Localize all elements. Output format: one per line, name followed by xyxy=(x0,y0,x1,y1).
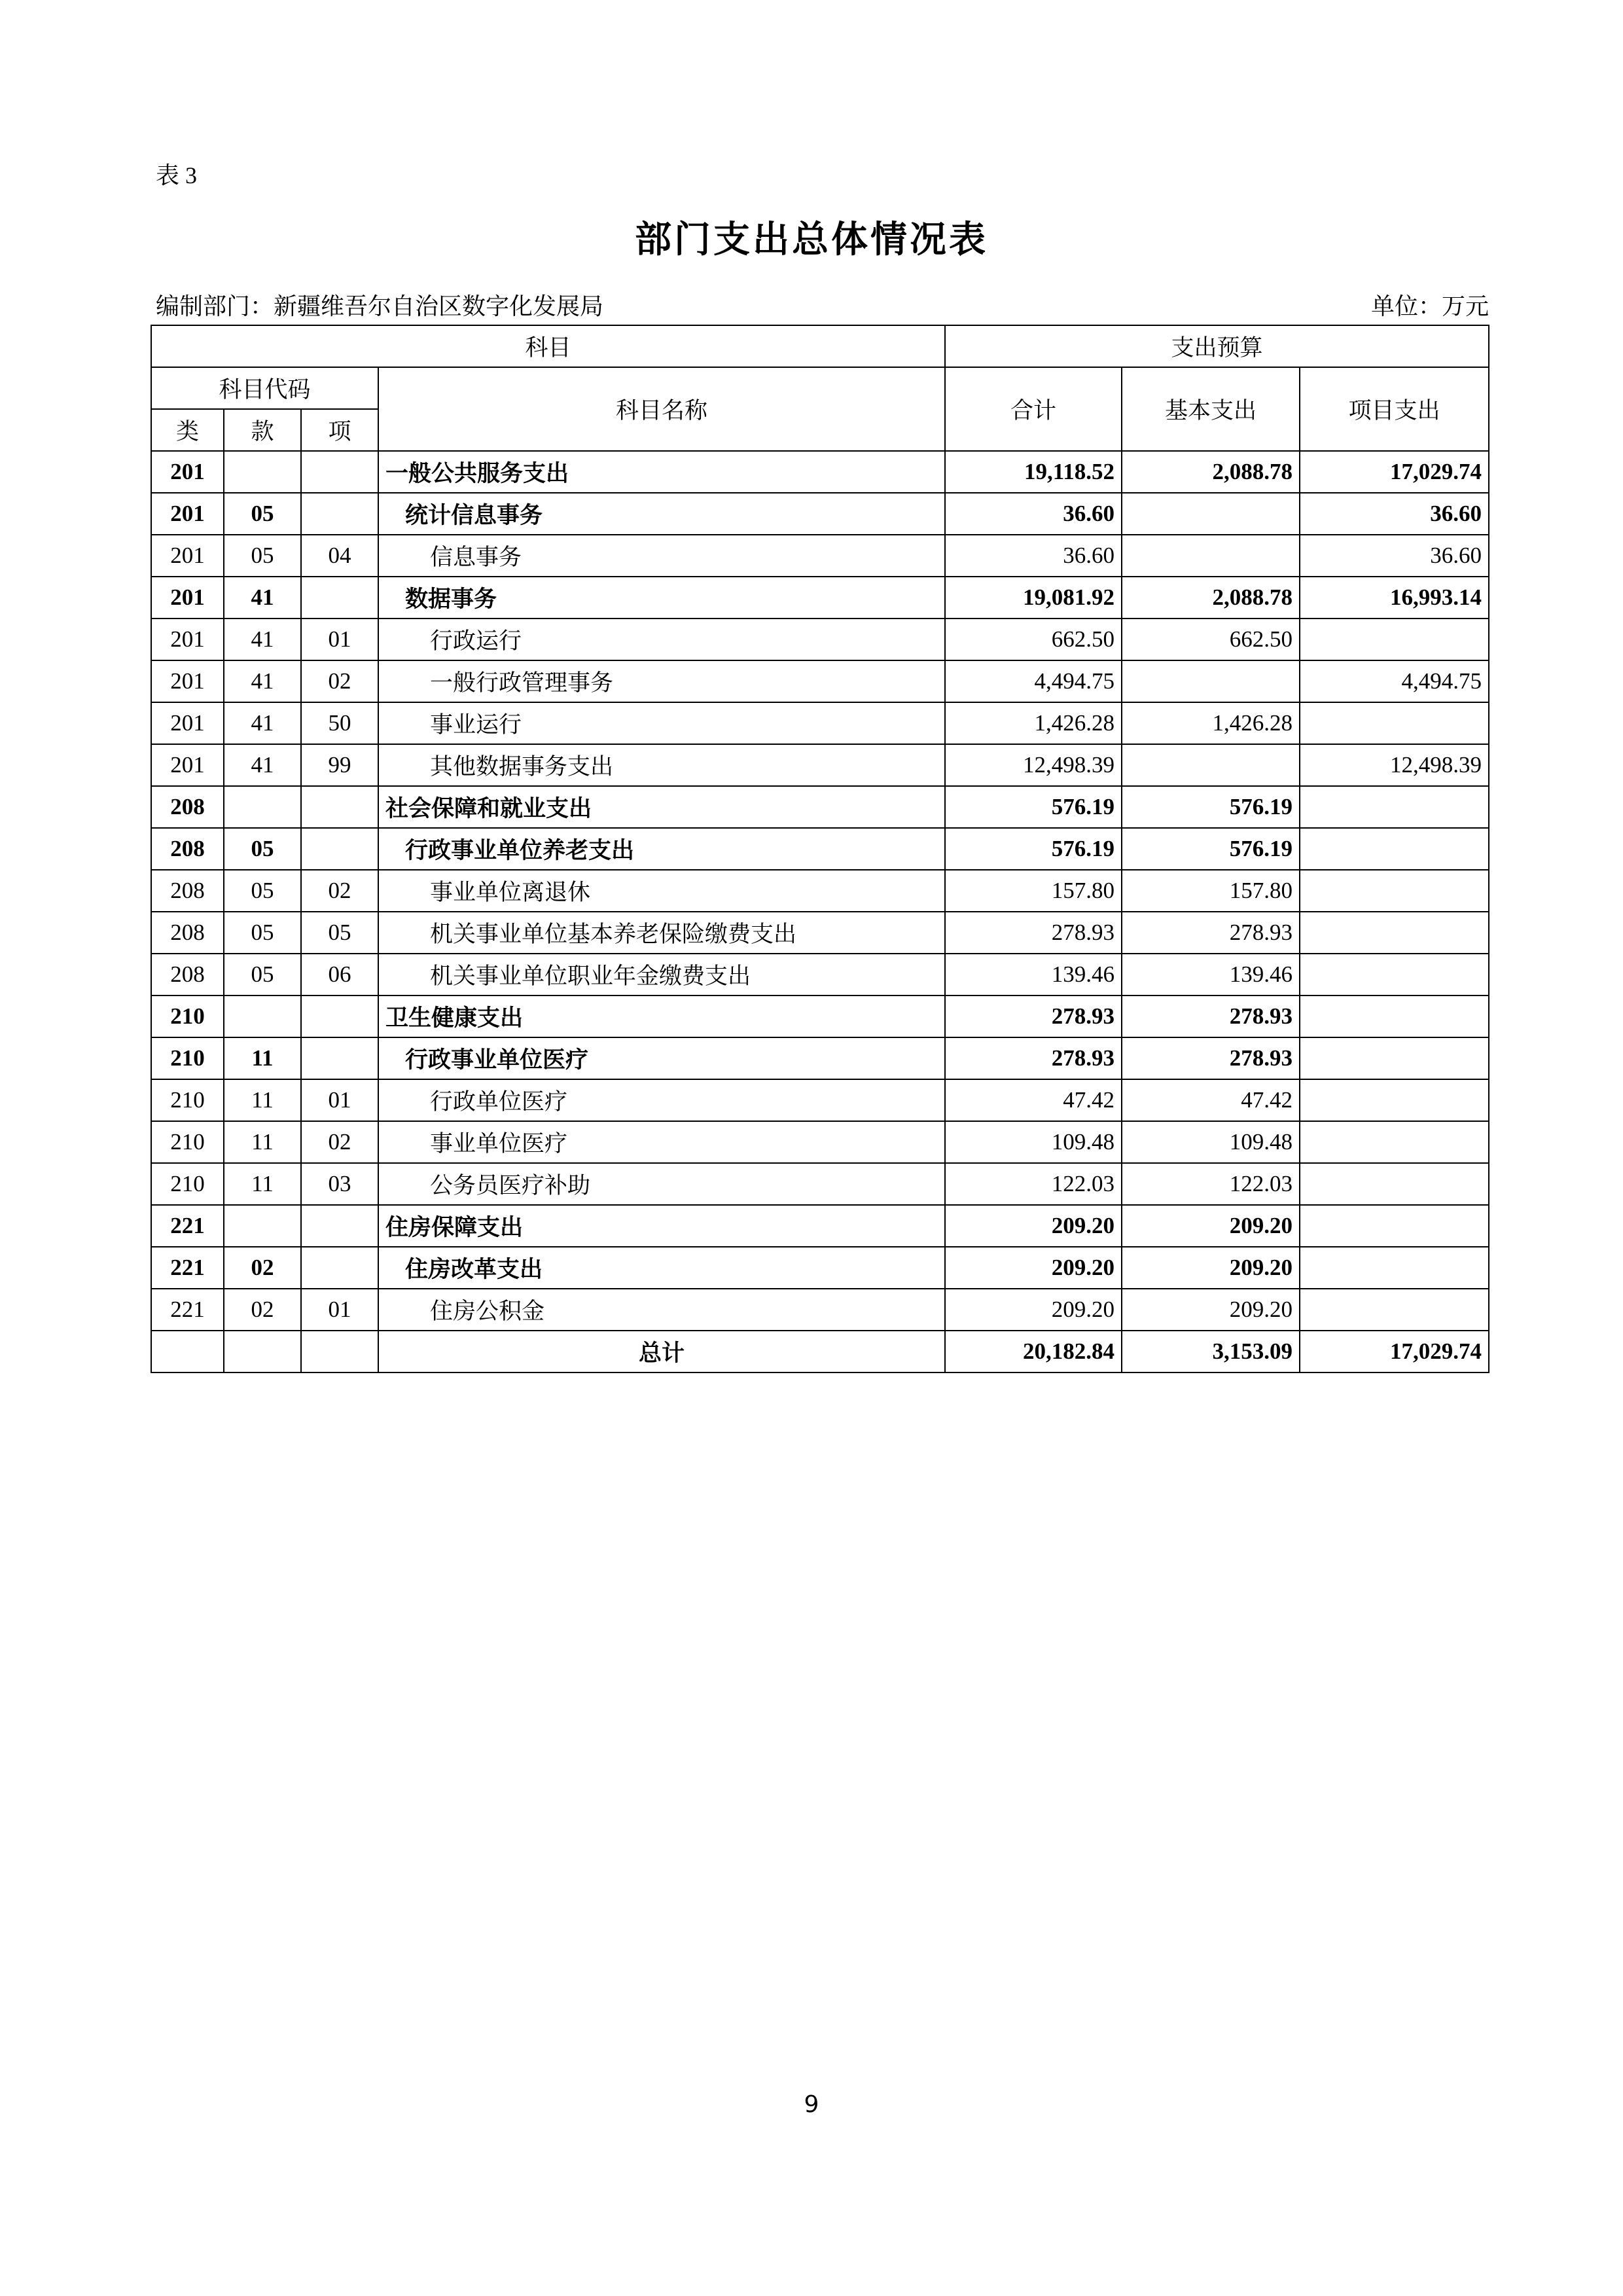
row-section-code: 41 xyxy=(224,619,301,660)
table-row xyxy=(151,744,1489,786)
grand-total-basic: 3,153.09 xyxy=(1122,1331,1300,1372)
row-class-code: 210 xyxy=(151,1079,224,1121)
row-item-code: 01 xyxy=(301,1079,378,1121)
page-number: 9 xyxy=(804,2091,819,2118)
row-total: 209.20 xyxy=(945,1205,1122,1247)
row-item-code: 02 xyxy=(301,1121,378,1163)
row-project xyxy=(1300,1205,1489,1247)
row-class-code: 210 xyxy=(151,1037,224,1079)
row-class-code: 201 xyxy=(151,577,224,619)
total-empty-cell xyxy=(151,1331,224,1372)
row-project xyxy=(1300,1121,1489,1163)
row-subject-name: 住房保障支出 xyxy=(378,1205,945,1247)
row-item-code xyxy=(301,828,378,870)
row-item-code: 50 xyxy=(301,702,378,744)
row-section-code xyxy=(224,786,301,828)
row-total: 1,426.28 xyxy=(945,702,1122,744)
row-class-code: 208 xyxy=(151,954,224,996)
grand-total-row xyxy=(151,1331,1489,1372)
row-class-code: 201 xyxy=(151,660,224,702)
row-item-code: 01 xyxy=(301,619,378,660)
row-section-code: 41 xyxy=(224,744,301,786)
row-basic: 278.93 xyxy=(1122,1037,1300,1079)
row-item-code xyxy=(301,1037,378,1079)
row-total: 19,118.52 xyxy=(945,451,1122,493)
row-subject-name: 卫生健康支出 xyxy=(378,996,945,1037)
row-section-code: 41 xyxy=(224,702,301,744)
row-basic: 47.42 xyxy=(1122,1079,1300,1121)
row-total: 209.20 xyxy=(945,1247,1122,1289)
row-section-code: 02 xyxy=(224,1289,301,1331)
row-section-code: 02 xyxy=(224,1247,301,1289)
row-project xyxy=(1300,828,1489,870)
table-row xyxy=(151,912,1489,954)
total-empty-cell xyxy=(224,1331,301,1372)
row-subject-name: 一般公共服务支出 xyxy=(378,451,945,493)
row-project xyxy=(1300,619,1489,660)
grand-total-total: 20,182.84 xyxy=(945,1331,1122,1372)
row-section-code: 41 xyxy=(224,660,301,702)
row-total: 122.03 xyxy=(945,1163,1122,1205)
table-label: 表 3 xyxy=(156,162,198,188)
row-item-code xyxy=(301,786,378,828)
table-row xyxy=(151,451,1489,493)
row-subject-name: 数据事务 xyxy=(378,577,945,619)
row-section-code xyxy=(224,996,301,1037)
header-project: 项目支出 xyxy=(1300,367,1489,451)
row-class-code: 201 xyxy=(151,702,224,744)
row-section-code xyxy=(224,451,301,493)
header-section: 款 xyxy=(224,409,301,451)
unit-label: 单位：万元 xyxy=(1370,293,1489,319)
grand-total-project: 17,029.74 xyxy=(1300,1331,1489,1372)
row-subject-name: 行政事业单位养老支出 xyxy=(378,828,945,870)
row-basic: 109.48 xyxy=(1122,1121,1300,1163)
row-basic: 2,088.78 xyxy=(1122,451,1300,493)
header-code: 科目代码 xyxy=(151,367,378,409)
row-section-code: 05 xyxy=(224,535,301,577)
row-basic: 209.20 xyxy=(1122,1247,1300,1289)
row-section-code xyxy=(224,1205,301,1247)
row-project xyxy=(1300,912,1489,954)
row-basic xyxy=(1122,535,1300,577)
row-project: 4,494.75 xyxy=(1300,660,1489,702)
row-class-code: 201 xyxy=(151,535,224,577)
header-total: 合计 xyxy=(945,367,1122,451)
page-title: 部门支出总体情况表 xyxy=(635,219,988,261)
row-subject-name: 行政单位医疗 xyxy=(378,1079,945,1121)
row-total: 12,498.39 xyxy=(945,744,1122,786)
row-item-code: 04 xyxy=(301,535,378,577)
row-subject-name: 事业单位离退休 xyxy=(378,870,945,912)
row-class-code: 201 xyxy=(151,493,224,535)
row-project xyxy=(1300,996,1489,1037)
row-section-code: 11 xyxy=(224,1163,301,1205)
total-empty-cell xyxy=(301,1331,378,1372)
row-project xyxy=(1300,954,1489,996)
row-basic: 576.19 xyxy=(1122,786,1300,828)
row-section-code: 05 xyxy=(224,870,301,912)
row-class-code: 210 xyxy=(151,1163,224,1205)
row-subject-name: 统计信息事务 xyxy=(378,493,945,535)
row-basic: 209.20 xyxy=(1122,1289,1300,1331)
row-project: 12,498.39 xyxy=(1300,744,1489,786)
row-subject-name: 事业单位医疗 xyxy=(378,1121,945,1163)
header-item: 项 xyxy=(301,409,378,451)
table-row xyxy=(151,1247,1489,1289)
row-class-code: 201 xyxy=(151,744,224,786)
table-row xyxy=(151,1205,1489,1247)
row-total: 662.50 xyxy=(945,619,1122,660)
row-project xyxy=(1300,1079,1489,1121)
row-class-code: 208 xyxy=(151,870,224,912)
row-project xyxy=(1300,870,1489,912)
row-class-code: 201 xyxy=(151,451,224,493)
row-basic: 576.19 xyxy=(1122,828,1300,870)
row-subject-name: 一般行政管理事务 xyxy=(378,660,945,702)
header-subject: 科目 xyxy=(151,325,945,367)
row-total: 209.20 xyxy=(945,1289,1122,1331)
table-row xyxy=(151,660,1489,702)
row-total: 47.42 xyxy=(945,1079,1122,1121)
row-project xyxy=(1300,1247,1489,1289)
row-subject-name: 机关事业单位基本养老保险缴费支出 xyxy=(378,912,945,954)
row-class-code: 208 xyxy=(151,786,224,828)
row-basic: 278.93 xyxy=(1122,912,1300,954)
expenditure-table xyxy=(151,325,1489,1373)
row-class-code: 210 xyxy=(151,1121,224,1163)
header-name: 科目名称 xyxy=(378,367,945,451)
row-project: 16,993.14 xyxy=(1300,577,1489,619)
header-budget: 支出预算 xyxy=(945,325,1489,367)
row-item-code xyxy=(301,1247,378,1289)
row-basic: 278.93 xyxy=(1122,996,1300,1037)
row-item-code: 05 xyxy=(301,912,378,954)
table-row xyxy=(151,702,1489,744)
row-project: 17,029.74 xyxy=(1300,451,1489,493)
row-subject-name: 行政事业单位医疗 xyxy=(378,1037,945,1079)
compiler-department: 编制部门：新疆维吾尔自治区数字化发展局 xyxy=(156,293,604,319)
row-item-code: 99 xyxy=(301,744,378,786)
row-total: 109.48 xyxy=(945,1121,1122,1163)
row-total: 278.93 xyxy=(945,1037,1122,1079)
row-basic: 662.50 xyxy=(1122,619,1300,660)
row-section-code: 05 xyxy=(224,493,301,535)
row-class-code: 221 xyxy=(151,1247,224,1289)
table-row xyxy=(151,954,1489,996)
table-row xyxy=(151,619,1489,660)
row-item-code xyxy=(301,1205,378,1247)
row-item-code: 02 xyxy=(301,870,378,912)
table-row xyxy=(151,535,1489,577)
row-subject-name: 社会保障和就业支出 xyxy=(378,786,945,828)
table-row xyxy=(151,493,1489,535)
row-basic: 2,088.78 xyxy=(1122,577,1300,619)
row-basic xyxy=(1122,744,1300,786)
row-subject-name: 信息事务 xyxy=(378,535,945,577)
row-basic xyxy=(1122,493,1300,535)
row-total: 576.19 xyxy=(945,828,1122,870)
row-subject-name: 机关事业单位职业年金缴费支出 xyxy=(378,954,945,996)
table-row xyxy=(151,1079,1489,1121)
row-class-code: 201 xyxy=(151,619,224,660)
row-class-code: 210 xyxy=(151,996,224,1037)
row-total: 36.60 xyxy=(945,493,1122,535)
row-class-code: 221 xyxy=(151,1289,224,1331)
row-section-code: 11 xyxy=(224,1037,301,1079)
row-total: 576.19 xyxy=(945,786,1122,828)
row-total: 139.46 xyxy=(945,954,1122,996)
row-total: 4,494.75 xyxy=(945,660,1122,702)
row-project xyxy=(1300,702,1489,744)
row-total: 157.80 xyxy=(945,870,1122,912)
row-item-code: 02 xyxy=(301,660,378,702)
row-project xyxy=(1300,786,1489,828)
row-project xyxy=(1300,1163,1489,1205)
header-basic: 基本支出 xyxy=(1122,367,1300,451)
row-project xyxy=(1300,1289,1489,1331)
row-section-code: 11 xyxy=(224,1121,301,1163)
grand-total-label: 总计 xyxy=(378,1331,945,1372)
row-subject-name: 住房公积金 xyxy=(378,1289,945,1331)
row-project xyxy=(1300,1037,1489,1079)
row-item-code xyxy=(301,493,378,535)
table-row xyxy=(151,1289,1489,1331)
row-total: 36.60 xyxy=(945,535,1122,577)
table-row xyxy=(151,996,1489,1037)
row-section-code: 05 xyxy=(224,912,301,954)
row-class-code: 208 xyxy=(151,828,224,870)
header-class: 类 xyxy=(151,409,224,451)
table-row xyxy=(151,828,1489,870)
row-subject-name: 住房改革支出 xyxy=(378,1247,945,1289)
table-row xyxy=(151,1121,1489,1163)
table-row xyxy=(151,1037,1489,1079)
row-subject-name: 事业运行 xyxy=(378,702,945,744)
row-basic: 209.20 xyxy=(1122,1205,1300,1247)
row-item-code xyxy=(301,996,378,1037)
row-item-code: 01 xyxy=(301,1289,378,1331)
row-basic xyxy=(1122,660,1300,702)
row-project: 36.60 xyxy=(1300,493,1489,535)
row-subject-name: 公务员医疗补助 xyxy=(378,1163,945,1205)
row-subject-name: 其他数据事务支出 xyxy=(378,744,945,786)
row-total: 278.93 xyxy=(945,912,1122,954)
row-project: 36.60 xyxy=(1300,535,1489,577)
row-item-code: 06 xyxy=(301,954,378,996)
row-total: 278.93 xyxy=(945,996,1122,1037)
row-basic: 122.03 xyxy=(1122,1163,1300,1205)
row-class-code: 221 xyxy=(151,1205,224,1247)
row-section-code: 11 xyxy=(224,1079,301,1121)
row-basic: 139.46 xyxy=(1122,954,1300,996)
row-subject-name: 行政运行 xyxy=(378,619,945,660)
row-section-code: 41 xyxy=(224,577,301,619)
row-basic: 1,426.28 xyxy=(1122,702,1300,744)
table-row xyxy=(151,1163,1489,1205)
row-total: 19,081.92 xyxy=(945,577,1122,619)
table-row xyxy=(151,577,1489,619)
table-row xyxy=(151,870,1489,912)
row-item-code xyxy=(301,577,378,619)
table-row xyxy=(151,786,1489,828)
row-item-code xyxy=(301,451,378,493)
row-section-code: 05 xyxy=(224,828,301,870)
row-class-code: 208 xyxy=(151,912,224,954)
row-section-code: 05 xyxy=(224,954,301,996)
row-item-code: 03 xyxy=(301,1163,378,1205)
row-basic: 157.80 xyxy=(1122,870,1300,912)
